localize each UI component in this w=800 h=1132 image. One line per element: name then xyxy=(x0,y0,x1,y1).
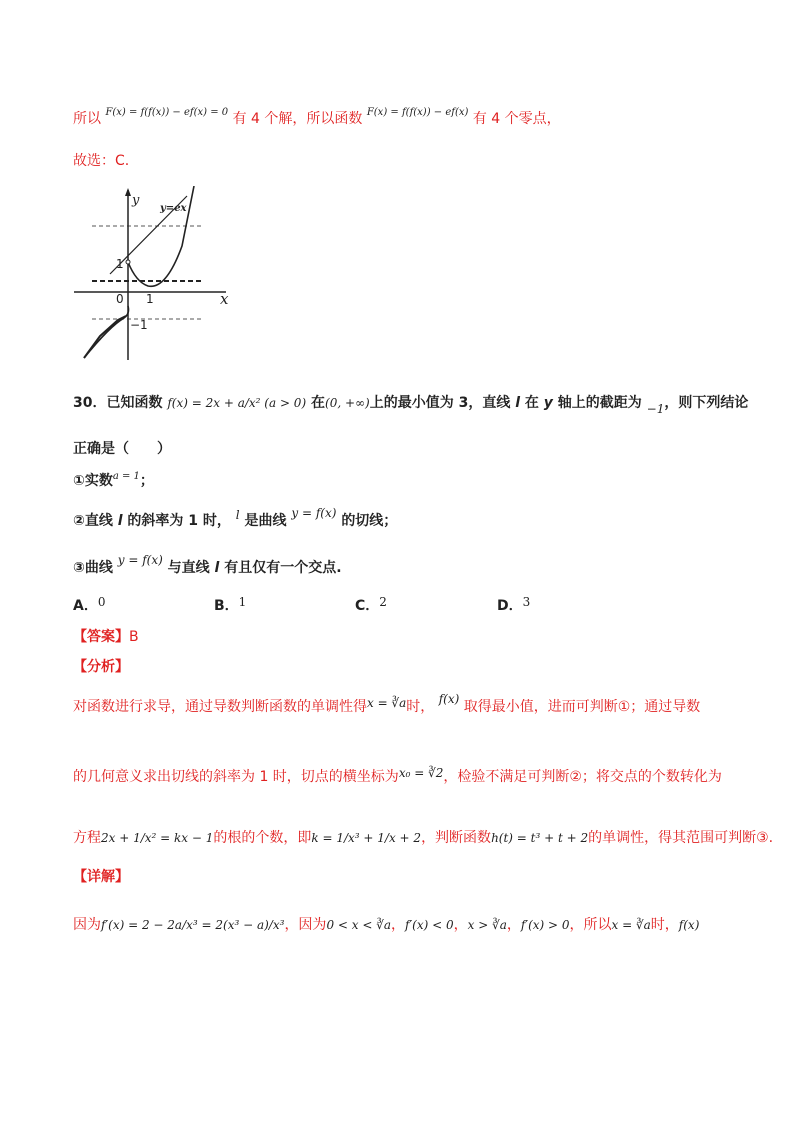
statement-3-l: l xyxy=(214,560,220,576)
tick-label-x-1: 1 xyxy=(146,292,154,306)
detail-derivative: f′(x) = 2 − 2a/x³ = 2(x³ − a)/x³ xyxy=(101,918,285,932)
statement-3-text-c: 有且仅有一个交点. xyxy=(224,560,342,576)
function-definition: f(x) = 2x + a/x² (a > 0) xyxy=(167,396,307,410)
analysis-1b: 时， xyxy=(406,699,435,715)
analysis-1a: 对函数进行求导，通过导数判断函数的单调性得 xyxy=(73,699,367,715)
analysis-line-2 xyxy=(73,766,722,786)
solution-choice: 故选：C. xyxy=(73,153,130,169)
interval: (0, +∞) xyxy=(325,396,370,410)
curve-label: y=ex xyxy=(160,203,187,214)
detail-e: ， xyxy=(506,917,521,933)
answer-tag: 【答案】 xyxy=(73,629,129,645)
option-c-label: C． xyxy=(355,598,380,614)
option-c[interactable] xyxy=(355,595,387,615)
detail-f: ，所以 xyxy=(569,917,612,933)
question-number: 30． xyxy=(73,395,107,411)
option-d-label: D． xyxy=(497,598,523,614)
detail-fx: f(x) xyxy=(678,918,700,932)
q30-text-6: ，则下列结论 xyxy=(664,395,749,411)
detail-c: ， xyxy=(391,917,406,933)
option-a[interactable] xyxy=(73,595,105,615)
detail-tag: 【详解】 xyxy=(73,869,129,885)
analysis-2a: 的几何意义求出切线的斜率为 1 时，切点的横坐标为 xyxy=(73,769,399,785)
question-30-stem-2: 正确是（ ） xyxy=(73,441,171,457)
statement-2-l: l xyxy=(117,513,123,529)
option-d[interactable] xyxy=(497,595,530,615)
detail-b: ，因为 xyxy=(284,917,327,933)
analysis-tag: 【分析】 xyxy=(73,659,129,675)
q30-line-l: l xyxy=(515,395,521,411)
detail-line-1 xyxy=(73,914,699,934)
tick-label-y-neg1: −1 xyxy=(130,318,148,332)
statement-2-math: y = f(x) xyxy=(291,506,337,520)
option-b[interactable] xyxy=(214,595,246,615)
statement-1-text: ①实数 xyxy=(73,473,113,489)
statement-3-text-b: 与直线 xyxy=(167,560,210,576)
statement-2-text-a: ②直线 xyxy=(73,513,113,529)
analysis-3-math3: h(t) = t³ + t + 2 xyxy=(491,831,589,845)
analysis-3-math2: k = 1/x³ + 1/x + 2 xyxy=(311,831,422,845)
statement-2-l2: l xyxy=(235,508,240,522)
option-d-value: 3 xyxy=(522,595,531,609)
y-axis-label: y xyxy=(132,193,140,208)
q30-text-3: 上的最小值为 3，直线 xyxy=(369,395,511,411)
q30-y: y xyxy=(543,395,553,411)
analysis-3-math: 2x + 1/x² = kx − 1 xyxy=(101,831,214,845)
analysis-3a: 方程 xyxy=(73,830,101,846)
analysis-3d: 的单调性，得其范围可判断③. xyxy=(588,830,774,846)
detail-a: 因为 xyxy=(73,917,101,933)
analysis-line-3 xyxy=(73,827,773,847)
q30-text-1: 已知函数 xyxy=(106,395,163,411)
tick-label-origin: 0 xyxy=(116,292,124,306)
option-a-value: 0 xyxy=(97,595,106,609)
analysis-3c: ，判断函数 xyxy=(421,830,492,846)
statement-2-text-c: 是曲线 xyxy=(244,513,287,529)
open-point xyxy=(126,260,130,264)
tick-label-y-1: 1 xyxy=(116,257,124,271)
q30-text-5: 轴上的截距为 xyxy=(557,395,642,411)
detail-interval-2: x > ∛a xyxy=(467,918,507,932)
q30-text-4: 在 xyxy=(524,395,539,411)
question-30-stem xyxy=(73,392,749,416)
detail-interval-1: 0 < x < ∛a xyxy=(326,918,392,932)
statement-2 xyxy=(73,506,398,530)
analysis-3b: 的根的个数，即 xyxy=(213,830,312,846)
solution-line-zeros xyxy=(73,108,561,128)
option-b-label: B． xyxy=(214,598,239,614)
statement-3-math: y = f(x) xyxy=(117,553,163,567)
option-c-value: 2 xyxy=(379,595,387,609)
analysis-1c: 取得最小值，进而可判断①；通过导数 xyxy=(463,699,701,715)
function-graph xyxy=(70,186,250,366)
analysis-2-math: x₀ = ∛2 xyxy=(398,766,444,780)
equation-F-def: F(x) = f(f(x)) − ef(x) xyxy=(366,107,469,118)
statement-1-math: a = 1 xyxy=(112,471,140,482)
analysis-1-math: x = ∛a xyxy=(367,696,407,710)
analysis-2b: ，检验不满足可判断②；将交点的个数转化为 xyxy=(443,769,722,785)
statement-1-end: ； xyxy=(139,473,154,489)
intercept-value: −1 xyxy=(646,402,665,416)
statement-2-text-b: 的斜率为 1 时， xyxy=(127,513,231,529)
option-a-label: A． xyxy=(73,598,98,614)
answer-value: B xyxy=(129,629,139,645)
statement-3 xyxy=(73,553,342,577)
detail-sign-1: f′(x) < 0 xyxy=(405,918,454,932)
x-axis-label: x xyxy=(220,290,229,308)
statement-3-text-a: ③曲线 xyxy=(73,560,113,576)
statement-2-text-d: 的切线； xyxy=(341,513,398,529)
statement-1 xyxy=(73,470,154,490)
detail-d: ， xyxy=(453,917,468,933)
equation-F-zero: F(x) = f(f(x)) − ef(x) = 0 xyxy=(105,107,229,118)
curve-f-left xyxy=(84,316,126,358)
option-b-value: 1 xyxy=(238,595,247,609)
detail-g: 时， xyxy=(650,917,679,933)
text-four-zeros: 有 4 个零点， xyxy=(472,111,561,127)
answer xyxy=(73,626,139,646)
text-so: 所以 xyxy=(73,111,101,127)
analysis-1-math2: f(x) xyxy=(438,692,460,706)
text-four-solutions: 有 4 个解，所以函数 xyxy=(232,111,363,127)
detail-min-point: x = ∛a xyxy=(611,918,651,932)
detail-sign-2: f′(x) > 0 xyxy=(520,918,570,932)
q30-text-2: 在 xyxy=(311,395,326,411)
analysis-line-1 xyxy=(73,692,701,716)
y-axis-arrow xyxy=(125,188,131,196)
